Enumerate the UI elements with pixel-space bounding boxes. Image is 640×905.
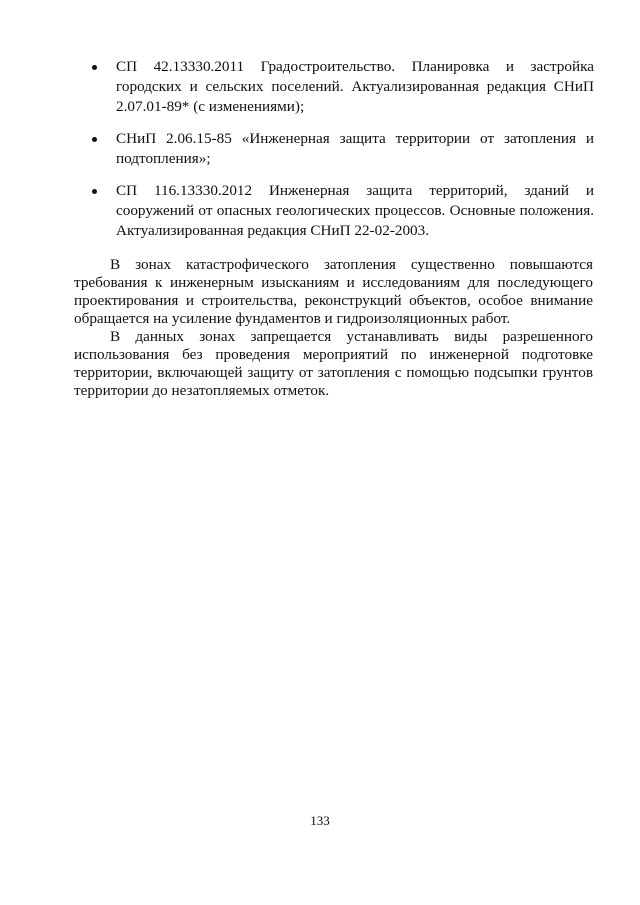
list-item <box>116 57 594 117</box>
bullet-icon <box>92 65 97 70</box>
list-item-text: СП 42.13330.2011 Градостроительство. Планировка и застройка городских и сельских поселений. Актуализированная редакция СНиП 2.07.01-89* (с изменениями); <box>116 58 594 115</box>
paragraph: В зонах катастрофического затопления существенно повышаются требования к инженерным изысканиям и исследованиям для последующего проектирования и строительства, реконструкций объектов, особое внимание обращается на усиление фундаментов и гидроизоляционных работ. <box>74 256 593 327</box>
body-text <box>74 256 593 400</box>
regulations-list <box>0 57 640 253</box>
list-item-text: СНиП 2.06.15-85 «Инженерная защита территории от затопления и подтопления»; <box>116 130 594 167</box>
list-item <box>116 129 594 169</box>
page-number: 133 <box>310 813 330 828</box>
paragraph: В данных зонах запрещается устанавливать виды разрешенного использования без проведения мероприятий по инженерной подготовке территории, включающей защиту от затопления с помощью подсыпки грунтов территории до незатопляемых отметок. <box>74 328 593 399</box>
bullet-icon <box>92 189 97 194</box>
list-item-text: СП 116.13330.2012 Инженерная защита территорий, зданий и сооружений от опасных геологических процессов. Основные положения. Актуализированная редакция СНиП 22-02-2003. <box>116 182 594 239</box>
bullet-icon <box>92 137 97 142</box>
list-item <box>116 181 594 241</box>
